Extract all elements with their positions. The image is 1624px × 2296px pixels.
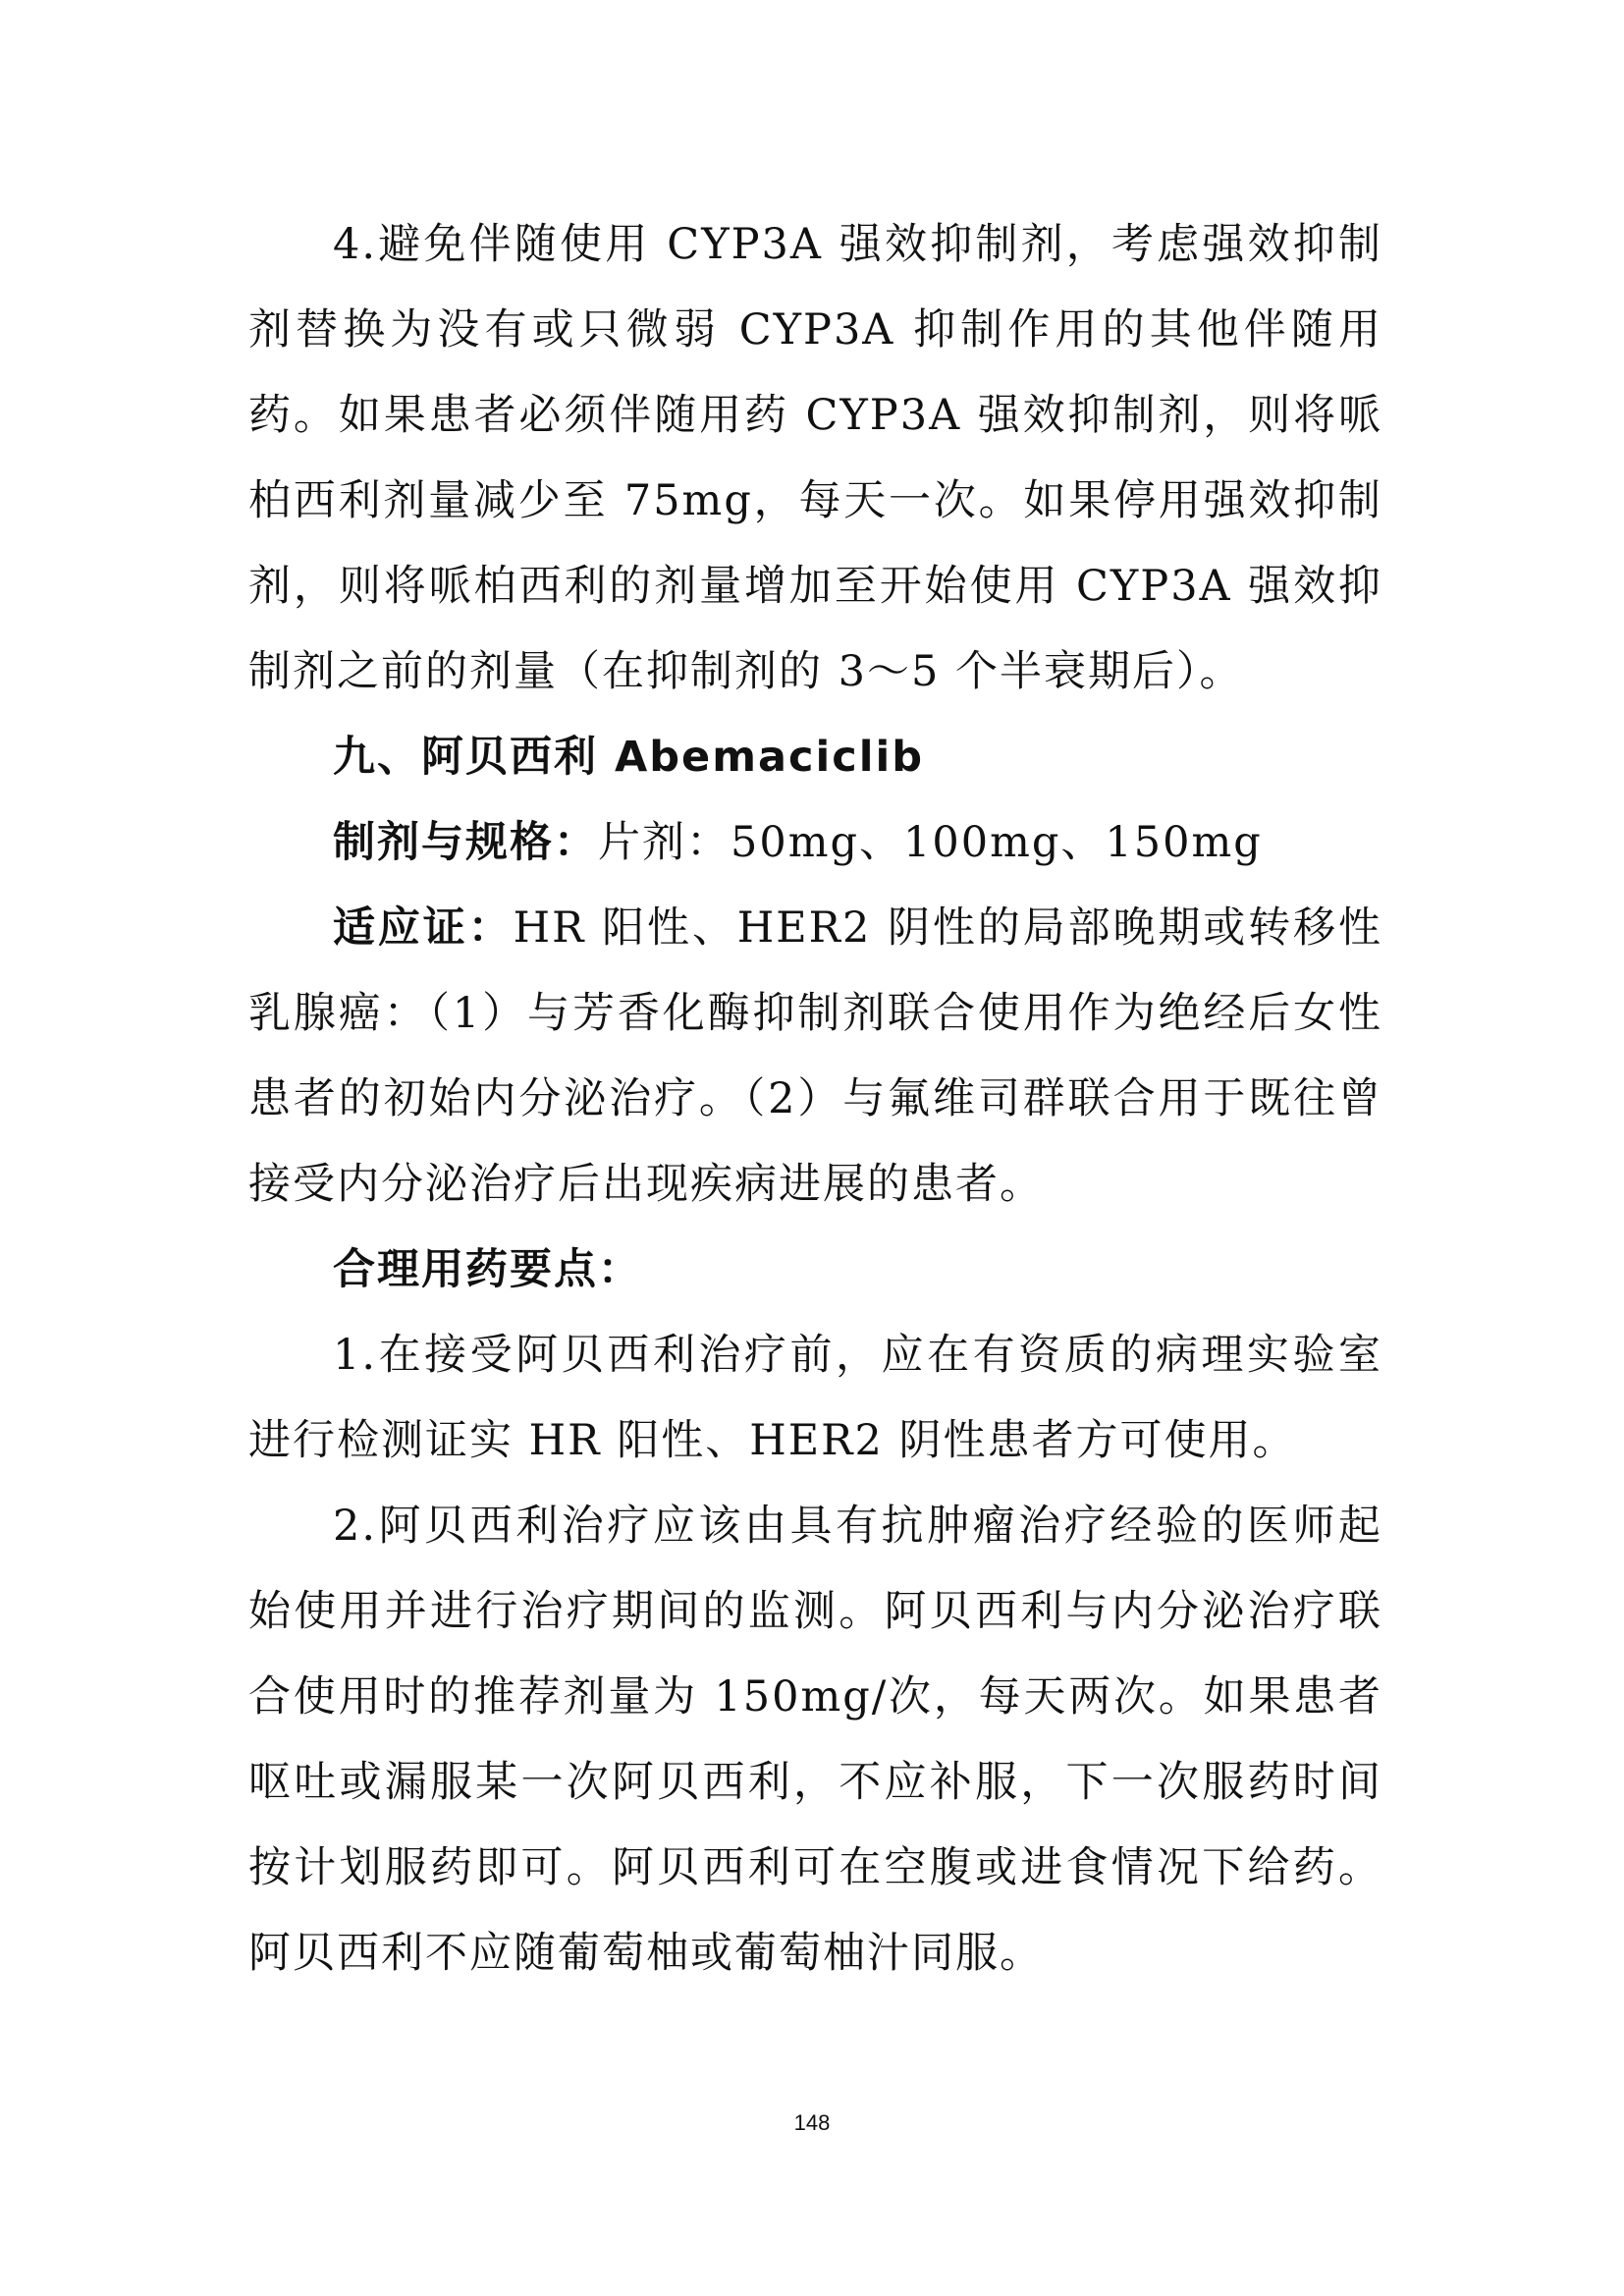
formulation-paragraph	[248, 800, 1382, 886]
indication-label: 适应证：	[333, 903, 514, 953]
section-title: 九、阿贝西利 Abemaciclib	[333, 733, 924, 782]
rational-use-point-2: 2.阿贝西利治疗应该由具有抗肿瘤治疗经验的医师起始使用并进行治疗期间的监测。阿贝西利与内分泌治疗联合使用时的推荐剂量为 150mg/次，每天两次。如果患者呕吐或漏服某一次阿贝西利，不应补服，下一次服药时间按计划服药即可。阿贝西利可在空腹或进食情况下给药。阿贝西利不应随葡萄柚或葡萄柚汁同服。	[248, 1502, 1382, 1978]
indication-text: HR 阳性、HER2 阴性的局部晚期或转移性乳腺癌：（1）与芳香化酶抑制剂联合使用作为绝经后女性患者的初始内分泌治疗。（2）与氟维司群联合用于既往曾接受内分泌治疗后出现疾病进展的患者。	[248, 903, 1383, 1209]
formulation-text: 片剂：50mg、100mg、150mg	[598, 818, 1263, 867]
rational-use-heading: 合理用药要点：	[333, 1245, 642, 1294]
page-number: 148	[793, 2110, 831, 2135]
indication-paragraph	[248, 886, 1382, 1228]
page-content	[248, 202, 1382, 1996]
rational-use-point-1: 1.在接受阿贝西利治疗前，应在有资质的病理实验室进行检测证实 HR 阳性、HER2 阴性患者方可使用。	[248, 1331, 1382, 1465]
paragraph-point-4: 4.避免伴随使用 CYP3A 强效抑制剂，考虑强效抑制剂替换为没有或只微弱 CYP3A 抑制作用的其他伴随用药。如果患者必须伴随用药 CYP3A 强效抑制剂，则将哌柏西利剂量减少至 75mg，每天一次。如果停用强效抑制剂，则将哌柏西利的剂量增加至开始使用 CYP3A 强效抑制剂之前的剂量（在抑制剂的 3～5 个半衰期后）。	[248, 220, 1382, 696]
formulation-label: 制剂与规格：	[333, 818, 598, 867]
